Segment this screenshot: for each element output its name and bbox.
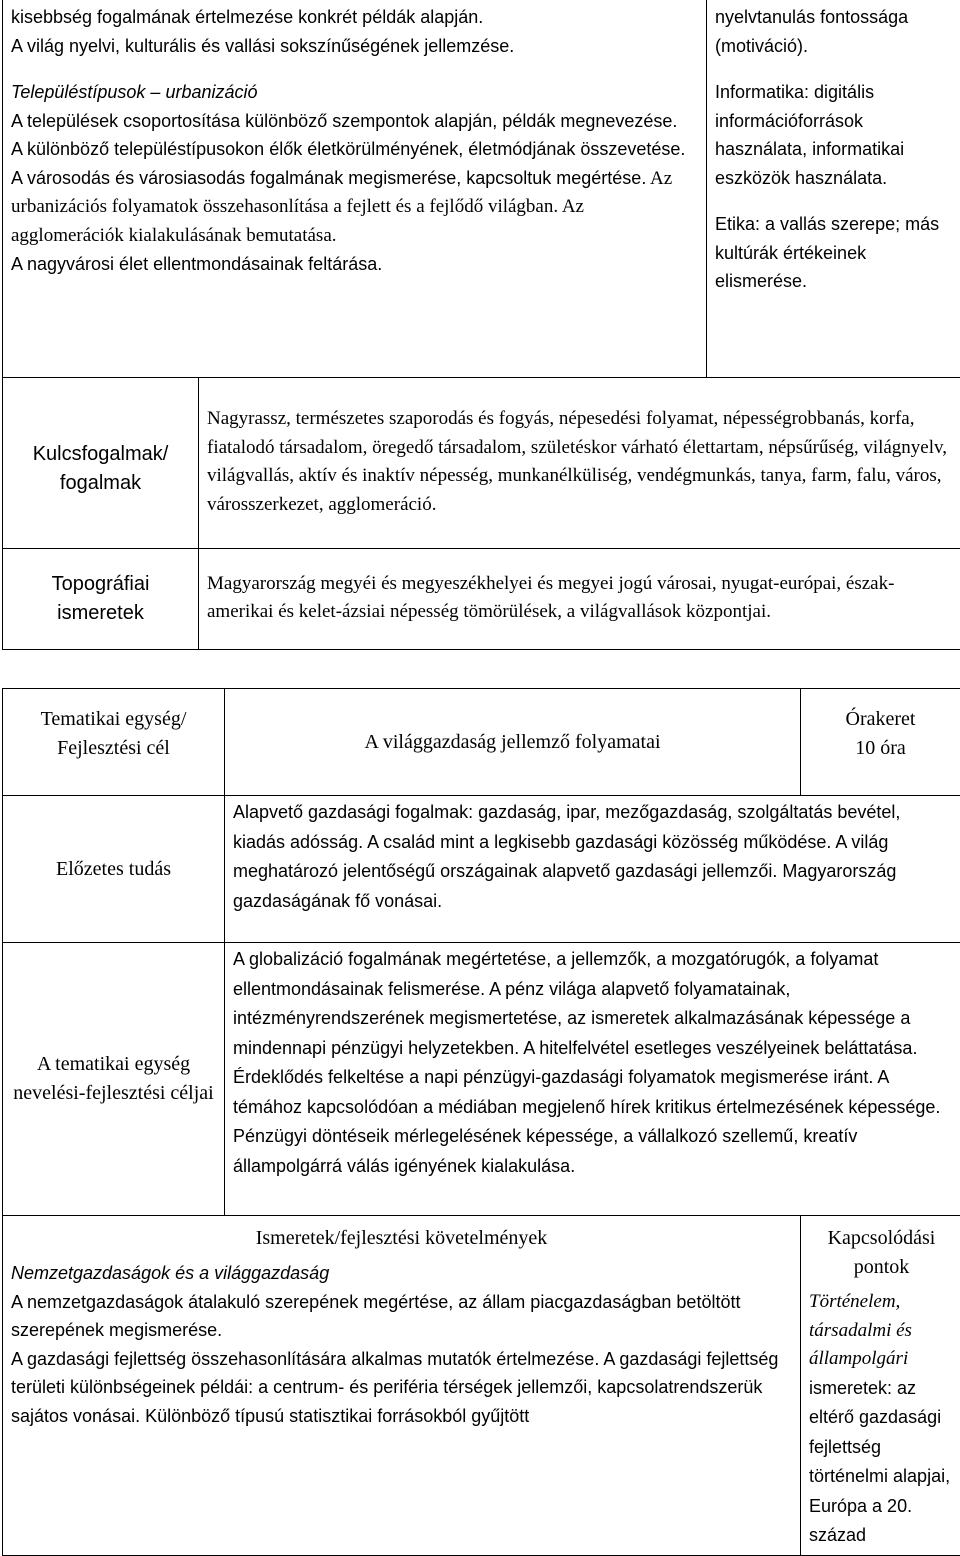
- topography-text: Magyarország megyéi és megyeszékhelyei és megyei jogú városai, nyugat-európai, észak-amerikai és kelet-ázsiai népesség tömörülések, a világvallások központjai.: [207, 570, 952, 627]
- unit-label-cell: [3, 689, 225, 796]
- concepts-text: Nagyrassz, természetes szaporodás és fogyás, népesedési folyamat, népességrobbanás, korfa, fiatalodó társadalom, öregedő társadalom, születéskor várható élettartam, népsűrűség, világnyelv, világvallás, aktív és inaktív népesség, munkanélküliség, vendégmunkás, tanya, farm, falu, város, városszerkezet, agglomeráció.: [207, 405, 952, 519]
- requirements-line-1: A nemzetgazdaságok átalakuló szerepének megértése, az állam piacgazdaságban betöltött szerepének megismerése.: [11, 1288, 792, 1345]
- concepts-text-cell: [199, 378, 960, 549]
- requirements-cell: [3, 1216, 801, 1556]
- top-table: [2, 0, 960, 650]
- connections-normal: ismeretek: az eltérő gazdasági fejlettség történelmi alapjai, Európa a 20. század: [809, 1378, 950, 1546]
- top-line-6b: Az urbanizációs folyamatok összehasonlítása a fejlett és a fejlődő világban.: [11, 168, 672, 218]
- top-left-cell: [3, 0, 707, 378]
- hours-value: 10 óra: [805, 734, 956, 763]
- connections-text: [809, 1288, 954, 1551]
- connections-italic: Történelem, társadalmi és állampolgári: [809, 1291, 912, 1369]
- goals-label: A tematikai egység nevelési-fejlesztési céljai: [3, 1050, 224, 1108]
- concepts-label-cell: [3, 378, 199, 549]
- top-line-9: A nagyvárosi élet ellentmondásainak feltárása.: [11, 250, 698, 279]
- informatics-note: Informatika: digitális információforrások használata, informatikai eszközök használata.: [715, 78, 952, 192]
- top-line-5: A különböző településtípusokon élők életkörülményének, életmódjának összevetése.: [11, 135, 698, 164]
- goals-text-cell: [225, 943, 960, 1216]
- requirements-header: Ismeretek/fejlesztési követelmények: [11, 1224, 792, 1253]
- top-line-4: A települések csoportosítása különböző szempontok alapján, példák megnevezése.: [11, 107, 698, 136]
- topography-label-cell: [3, 549, 199, 650]
- prior-text-cell: [225, 796, 960, 943]
- requirements-line-2: A gazdasági fejlettség összehasonlítására alkalmas mutatók értelmezése. A gazdasági fejlettség területi különbségeinek példái: a centrum- és periféria térségek jellemzői, kapcsolatrendszerük sajátos vonásai. Különböző típusú statisztikai forrásokból gyűjtött: [11, 1345, 792, 1431]
- topography-label: Topográfiai ismeretek: [9, 570, 192, 628]
- prior-label: Előzetes tudás: [3, 855, 224, 884]
- connections-header: Kapcsolódási pontok: [809, 1224, 954, 1282]
- prior-label-cell: [3, 796, 225, 943]
- requirements-subtitle: Nemzetgazdaságok és a világgazdaság: [11, 1259, 792, 1288]
- top-line-1: kisebbség fogalmának értelmezése konkrét példák alapján.: [11, 3, 698, 32]
- settlement-types-heading: Településtípusok – urbanizáció: [11, 78, 698, 107]
- concepts-label: Kulcsfogalmak/ fogalmak: [9, 440, 192, 498]
- hours-cell: [801, 689, 960, 796]
- goals-text: A globalizáció fogalmának megértetése, a jellemzők, a mozgatórugók, a folyamat ellentmondásainak felismerése. A pénz világa alapvető folyamatainak, intézményrendszerének megismertetése, az ismeretek alkalmazásának képessége a mindennapi pénzügyi helyzetekben. A hitelfelvétel esetleges veszélyeinek beláttatása. Érdeklődés felkeltése a napi pénzügyi-gazdasági folyamatok megismerése iránt. A témához kapcsolódóan a médiában megjelenő hírek kritikus értelmezésének képessége. Pénzügyi döntéseik mérlegelésének képessége, a vállalkozó szellemű, kreatív állampolgárrá válás igényének kialakulása.: [233, 945, 952, 1181]
- top-line-2: A világ nyelvi, kulturális és vallási sokszínűségének jellemzése.: [11, 32, 698, 61]
- connections-cell: [801, 1216, 960, 1556]
- language-learning-note: nyelvtanulás fontossága (motiváció).: [715, 3, 952, 60]
- topography-text-cell: [199, 549, 960, 650]
- unit-title-cell: [225, 689, 801, 796]
- unit-title: A világgazdaság jellemző folyamatai: [229, 728, 796, 757]
- unit-label: Tematikai egység/ Fejlesztési cél: [7, 705, 220, 763]
- top-line-6c: Az agglomerációk kialakulásának bemutatása.: [11, 196, 584, 246]
- unit-table: [2, 688, 960, 1556]
- top-right-cell: [707, 0, 960, 378]
- goals-label-cell: [3, 943, 225, 1216]
- hours-label: Órakeret: [805, 705, 956, 734]
- prior-text: Alapvető gazdasági fogalmak: gazdaság, ipar, mezőgazdaság, szolgáltatás bevétel, kiadás adósság. A család mint a legkisebb gazdasági közösség működése. A világ meghatározó jelentőségű országainak alapvető gazdasági jellemzői. Magyarország gazdaságának fő vonásai.: [233, 798, 952, 916]
- ethics-note: Etika: a vallás szerepe; más kultúrák értékeinek elismerése.: [715, 210, 952, 296]
- top-line-6: [11, 164, 698, 251]
- top-line-6a: A városodás és városiasodás fogalmának megismerése, kapcsoltuk megértése.: [11, 168, 646, 188]
